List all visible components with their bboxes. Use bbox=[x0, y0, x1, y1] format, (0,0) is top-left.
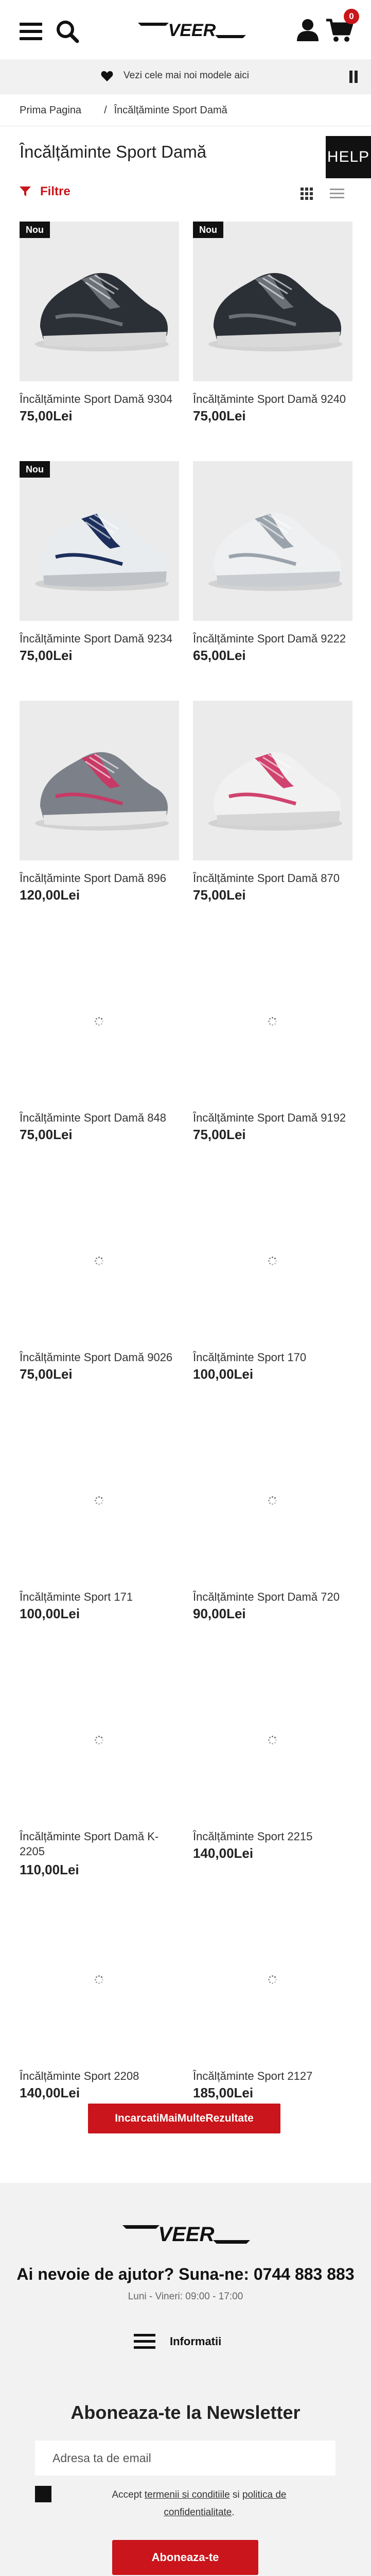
product-card[interactable] bbox=[193, 701, 352, 938]
product-card[interactable] bbox=[193, 1659, 352, 1896]
product-price: 75,00Lei bbox=[20, 1366, 73, 1382]
loading-spinner-icon bbox=[94, 1975, 103, 1984]
product-card[interactable] bbox=[20, 222, 179, 459]
product-card[interactable] bbox=[193, 940, 352, 1177]
site-header bbox=[0, 0, 371, 59]
new-badge: Nou bbox=[193, 222, 223, 238]
product-image[interactable] bbox=[20, 461, 179, 621]
list-view-icon[interactable] bbox=[330, 188, 344, 200]
product-image[interactable] bbox=[193, 1419, 352, 1579]
privacy-link[interactable]: politica de confidentialitate bbox=[164, 2489, 287, 2518]
veer-logo[interactable] bbox=[138, 21, 246, 40]
loading-spinner-icon bbox=[268, 1735, 277, 1744]
sneaker-photo bbox=[20, 222, 179, 381]
menu-icon bbox=[134, 2334, 155, 2349]
product-image[interactable] bbox=[20, 1899, 179, 2058]
terms-checkbox[interactable] bbox=[35, 2486, 51, 2502]
filter-icon bbox=[20, 187, 31, 197]
product-card[interactable] bbox=[193, 1419, 352, 1656]
loading-spinner-icon bbox=[94, 1256, 103, 1265]
product-name[interactable]: Încălțăminte Sport Damă K-2205 bbox=[20, 1830, 159, 1858]
product-image[interactable] bbox=[20, 940, 179, 1100]
information-toggle[interactable] bbox=[134, 2334, 221, 2349]
grid-view-icon[interactable] bbox=[301, 188, 313, 200]
terms-mid: si bbox=[229, 2489, 242, 2500]
product-name[interactable]: Încălțăminte Sport Damă 870 bbox=[193, 872, 340, 885]
terms-suffix: . bbox=[232, 2507, 235, 2518]
product-card[interactable] bbox=[193, 222, 352, 459]
footer-logo-text: VEER bbox=[158, 2223, 215, 2246]
product-price: 120,00Lei bbox=[20, 887, 80, 903]
product-name[interactable]: Încălțăminte Sport Damă 9234 bbox=[20, 632, 173, 645]
product-price: 140,00Lei bbox=[20, 2085, 80, 2100]
product-name[interactable]: Încălțăminte Sport 2127 bbox=[193, 2070, 313, 2082]
product-name[interactable]: Încălțăminte Sport 2215 bbox=[193, 1830, 313, 1843]
pause-icon[interactable] bbox=[348, 71, 359, 83]
search-icon[interactable] bbox=[56, 20, 79, 43]
product-price: 75,00Lei bbox=[20, 648, 73, 663]
product-price: 75,00Lei bbox=[20, 408, 73, 423]
loading-spinner-icon bbox=[268, 1256, 277, 1265]
product-price: 75,00Lei bbox=[193, 408, 246, 423]
product-price: 75,00Lei bbox=[193, 887, 246, 903]
footer-veer-logo[interactable] bbox=[122, 2223, 250, 2246]
user-account-icon[interactable] bbox=[297, 19, 319, 41]
product-image[interactable] bbox=[193, 1899, 352, 2058]
product-name[interactable]: Încălțăminte Sport 170 bbox=[193, 1351, 307, 1364]
loading-spinner-icon bbox=[268, 1975, 277, 1984]
product-image[interactable] bbox=[193, 1659, 352, 1819]
breadcrumb-current: Încălțăminte Sport Damă bbox=[114, 105, 227, 116]
product-name[interactable]: Încălțăminte Sport Damă 848 bbox=[20, 1111, 166, 1124]
breadcrumb-home[interactable]: Prima Pagina bbox=[20, 105, 82, 116]
product-card[interactable] bbox=[20, 1899, 179, 2136]
product-card[interactable] bbox=[193, 461, 352, 698]
product-image[interactable] bbox=[20, 222, 179, 381]
product-price: 100,00Lei bbox=[193, 1366, 254, 1382]
product-image[interactable] bbox=[20, 1180, 179, 1340]
product-name[interactable]: Încălțăminte Sport Damă 9304 bbox=[20, 393, 173, 405]
terms-prefix: Accept bbox=[112, 2489, 145, 2500]
product-card[interactable] bbox=[193, 1180, 352, 1417]
breadcrumb-separator: / bbox=[104, 105, 107, 116]
sneaker-photo bbox=[193, 461, 352, 621]
menu-icon[interactable] bbox=[20, 23, 42, 40]
page-title: Încălțăminte Sport Damă bbox=[20, 142, 207, 161]
product-card[interactable] bbox=[20, 701, 179, 938]
product-name[interactable]: Încălțăminte Sport Damă 896 bbox=[20, 872, 166, 885]
product-card[interactable] bbox=[20, 940, 179, 1177]
help-phone-line[interactable]: Ai nevoie de ajutor? Suna-ne: 0744 883 883 bbox=[16, 2265, 355, 2283]
product-image[interactable] bbox=[20, 701, 179, 860]
product-name[interactable]: Încălțăminte Sport 2208 bbox=[20, 2070, 139, 2082]
product-image[interactable] bbox=[193, 461, 352, 621]
newsletter-email-input[interactable] bbox=[35, 2441, 335, 2476]
loading-spinner-icon bbox=[268, 1496, 277, 1505]
help-button[interactable]: HELP bbox=[326, 136, 371, 178]
product-name[interactable]: Încălțăminte Sport Damă 9240 bbox=[193, 393, 346, 405]
product-price: 65,00Lei bbox=[193, 648, 246, 663]
loading-spinner-icon bbox=[94, 1016, 103, 1026]
product-price: 75,00Lei bbox=[20, 1127, 73, 1142]
new-badge: Nou bbox=[20, 222, 50, 238]
product-price: 110,00Lei bbox=[20, 1862, 79, 1877]
product-price: 140,00Lei bbox=[193, 1845, 254, 1861]
sneaker-photo bbox=[193, 222, 352, 381]
terms-text bbox=[78, 2486, 320, 2521]
subscribe-button[interactable]: Aboneaza-te bbox=[112, 2540, 258, 2575]
load-more-button[interactable]: IncarcatiMaiMulteRezultate bbox=[88, 2104, 280, 2133]
product-name[interactable]: Încălțăminte Sport 171 bbox=[20, 1590, 133, 1603]
product-image[interactable] bbox=[193, 222, 352, 381]
opening-hours: Luni - Vineri: 09:00 - 17:00 bbox=[128, 2291, 243, 2302]
product-card[interactable] bbox=[193, 1899, 352, 2136]
information-label: Informatii bbox=[170, 2335, 222, 2348]
loading-spinner-icon bbox=[94, 1496, 103, 1505]
cart-count-badge: 0 bbox=[344, 9, 359, 24]
sneaker-photo bbox=[20, 701, 179, 860]
loading-spinner-icon bbox=[94, 1735, 103, 1744]
product-price: 100,00Lei bbox=[20, 1606, 80, 1621]
newsletter-title: Aboneaza-te la Newsletter bbox=[70, 2402, 301, 2423]
product-card[interactable] bbox=[20, 1659, 179, 1896]
product-card[interactable] bbox=[20, 1180, 179, 1417]
new-badge: Nou bbox=[20, 461, 50, 478]
logo-text: VEER bbox=[168, 21, 216, 40]
filter-button[interactable] bbox=[20, 184, 70, 199]
product-price: 75,00Lei bbox=[193, 1127, 246, 1142]
product-name[interactable]: Încălțăminte Sport Damă 720 bbox=[193, 1590, 340, 1603]
filter-label: Filtre bbox=[40, 184, 70, 198]
loading-spinner-icon bbox=[268, 1016, 277, 1026]
product-image[interactable] bbox=[193, 1180, 352, 1340]
sneaker-photo bbox=[193, 701, 352, 860]
heart-icon bbox=[101, 71, 113, 82]
product-name[interactable]: Încălțăminte Sport Damă 9026 bbox=[20, 1351, 173, 1364]
product-image[interactable] bbox=[193, 701, 352, 860]
promo-bar bbox=[0, 59, 371, 94]
product-price: 90,00Lei bbox=[193, 1606, 246, 1621]
promo-link[interactable]: Vezi cele mai noi modele aici bbox=[123, 70, 249, 81]
product-image[interactable] bbox=[193, 940, 352, 1100]
product-card[interactable] bbox=[20, 461, 179, 698]
sneaker-photo bbox=[20, 461, 179, 621]
breadcrumb bbox=[20, 105, 227, 116]
terms-link[interactable]: termenii si conditiile bbox=[144, 2489, 230, 2500]
product-name[interactable]: Încălțăminte Sport Damă 9192 bbox=[193, 1111, 346, 1124]
product-image[interactable] bbox=[20, 1659, 179, 1819]
product-card[interactable] bbox=[20, 1419, 179, 1656]
product-image[interactable] bbox=[20, 1419, 179, 1579]
product-price: 185,00Lei bbox=[193, 2085, 254, 2100]
product-name[interactable]: Încălțăminte Sport Damă 9222 bbox=[193, 632, 346, 645]
